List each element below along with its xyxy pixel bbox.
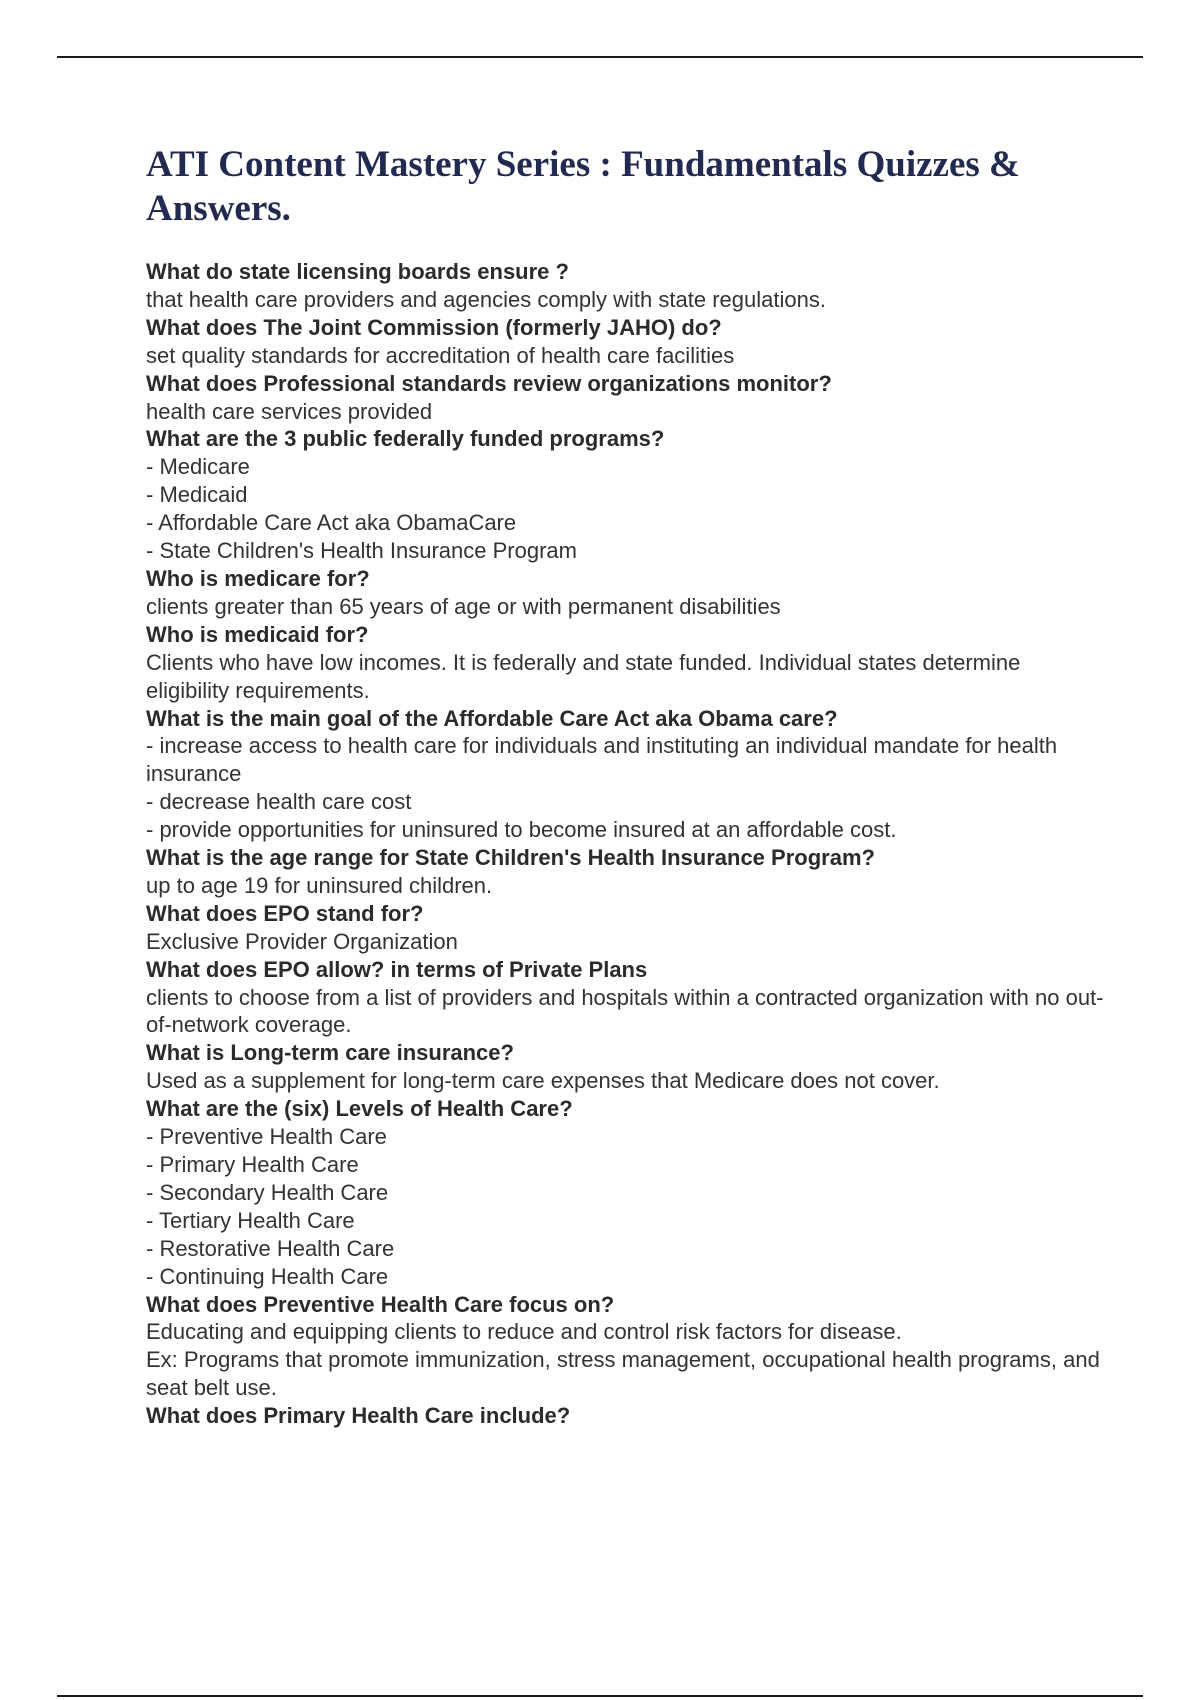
document-title: ATI Content Mastery Series : Fundamentals Quizzes & Answers. [146, 144, 1020, 229]
answer [146, 732, 1106, 844]
qa-item [146, 1039, 1106, 1095]
answer-line: - increase access to health care for individuals and instituting an individual mandate for health insurance [146, 733, 1058, 787]
answer-line: set quality standards for accreditation of health care facilities [146, 342, 735, 368]
qa-item [146, 258, 1106, 314]
answer-line: - Secondary Health Care [146, 1179, 389, 1205]
question: What is Long-term care insurance? [146, 1040, 514, 1066]
question: What are the 3 public federally funded programs? [146, 426, 665, 452]
answer [146, 928, 1106, 956]
answer-line: - Medicaid [146, 482, 248, 508]
qa-item [146, 705, 1106, 845]
question: Who is medicaid for? [146, 621, 369, 647]
answer [146, 453, 1106, 565]
answer-line: up to age 19 for uninsured children. [146, 872, 493, 898]
question: What does Preventive Health Care focus on? [146, 1291, 615, 1317]
question: What is the main goal of the Affordable Care Act aka Obama care? [146, 705, 838, 731]
answer-line: that health care providers and agencies comply with state regulations. [146, 286, 826, 312]
answer [146, 1123, 1106, 1290]
answer-line: - Affordable Care Act aka ObamaCare [146, 510, 517, 536]
qa-item [146, 425, 1106, 565]
answer [146, 398, 1106, 426]
answer-line: - decrease health care cost [146, 789, 412, 815]
qa-item [146, 1402, 1106, 1430]
top-rule [57, 56, 1143, 58]
question: What does The Joint Commission (formerly JAHO) do? [146, 314, 722, 340]
qa-item [146, 565, 1106, 621]
qa-item [146, 844, 1106, 900]
answer-line: - State Children's Health Insurance Program [146, 538, 577, 564]
answer-line: health care services provided [146, 398, 433, 424]
answer-line: - Preventive Health Care [146, 1124, 387, 1150]
answer-line: Used as a supplement for long-term care expenses that Medicare does not cover. [146, 1068, 940, 1094]
answer [146, 984, 1106, 1040]
qa-item [146, 1095, 1106, 1290]
qa-item [146, 900, 1106, 956]
answer-line: - Continuing Health Care [146, 1263, 389, 1289]
qa-item [146, 956, 1106, 1040]
question: What does Professional standards review organizations monitor? [146, 370, 832, 396]
qa-item [146, 1291, 1106, 1403]
question: Who is medicare for? [146, 565, 370, 591]
answer [146, 649, 1106, 705]
bottom-rule [57, 1695, 1143, 1697]
answer [146, 1318, 1106, 1402]
answer-line: clients to choose from a list of providers and hospitals within a contracted organization with no out-of-network coverage. [146, 984, 1104, 1038]
answer [146, 872, 1106, 900]
answer [146, 1067, 1106, 1095]
answer-line: clients greater than 65 years of age or with permanent disabilities [146, 593, 781, 619]
qa-item [146, 621, 1106, 705]
answer-line: - Tertiary Health Care [146, 1207, 355, 1233]
answer-line: - Primary Health Care [146, 1152, 359, 1177]
question: What do state licensing boards ensure ? [146, 259, 569, 284]
answer-line: - provide opportunities for uninsured to become insured at an affordable cost. [146, 817, 897, 843]
answer-line: Exclusive Provider Organization [146, 928, 458, 954]
answer-line: Educating and equipping clients to reduce and control risk factors for disease. [146, 1319, 902, 1345]
question: What are the (six) Levels of Health Care? [146, 1096, 573, 1122]
qa-item [146, 314, 1106, 370]
question: What does EPO stand for? [146, 900, 424, 926]
answer-line: - Medicare [146, 454, 250, 480]
question: What does Primary Health Care include? [146, 1403, 571, 1429]
answer-line: Ex: Programs that promote immunization, stress management, occupational health programs, and seat belt use. [146, 1347, 1100, 1401]
answer-line: - Restorative Health Care [146, 1235, 395, 1261]
question: What is the age range for State Children's Health Insurance Program? [146, 845, 875, 871]
answer [146, 342, 1106, 370]
answer [146, 593, 1106, 621]
answer [146, 286, 1106, 314]
question: What does EPO allow? in terms of Private Plans [146, 956, 648, 982]
answer-line: Clients who have low incomes. It is federally and state funded. Individual states determine eligibility requirements. [146, 649, 1021, 703]
qa-item [146, 370, 1106, 426]
qa-list [146, 258, 1106, 1430]
